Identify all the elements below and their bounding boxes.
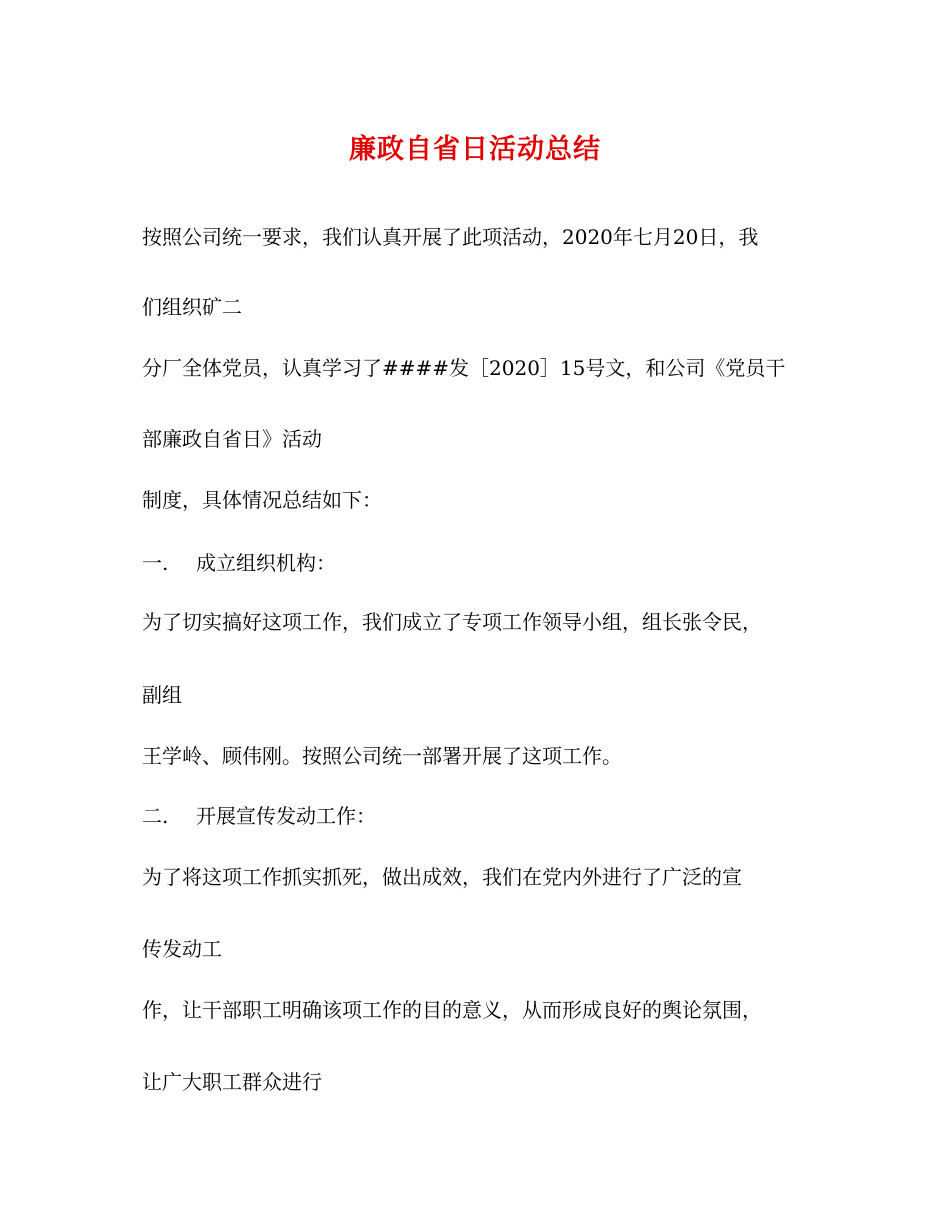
section-heading-text: 成立组织机构： <box>196 551 336 575</box>
paragraph-line: 传发动工 <box>142 937 222 961</box>
document-title: 廉政自省日活动总结 <box>349 134 601 165</box>
paragraph-line: 部廉政自省日》活动 <box>142 427 322 451</box>
paragraph-line: 为了将这项工作抓实抓死，做出成效，我们在党内外进行了广泛的宣 <box>142 865 742 889</box>
section-heading-text: 开展宣传发动工作： <box>196 804 376 828</box>
paragraph-line: 按照公司统一要求，我们认真开展了此项活动，2020年七月20日，我 <box>142 225 759 249</box>
paragraph-line: 让广大职工群众进行 <box>142 1070 322 1094</box>
section-heading-1 <box>142 548 822 578</box>
paragraph-line: 作，让干部职工明确该项工作的目的意义，从而形成良好的舆论氛围， <box>142 998 762 1022</box>
section-number: 二. <box>142 804 169 828</box>
paragraph-line: 分厂全体党员，认真学习了####发［2020］15号文，和公司《党员干 <box>142 356 786 380</box>
paragraph-line: 副组 <box>142 683 182 707</box>
paragraph-line: 们组织矿二 <box>142 295 242 319</box>
paragraph-line: 为了切实搞好这项工作，我们成立了专项工作领导小组，组长张令民， <box>142 610 762 634</box>
paragraph-line: 制度，具体情况总结如下： <box>142 488 382 512</box>
section-heading-2 <box>142 801 822 831</box>
paragraph-line: 王学岭、顾伟刚。按照公司统一部署开展了这项工作。 <box>142 744 622 768</box>
section-number: 一. <box>142 551 169 575</box>
